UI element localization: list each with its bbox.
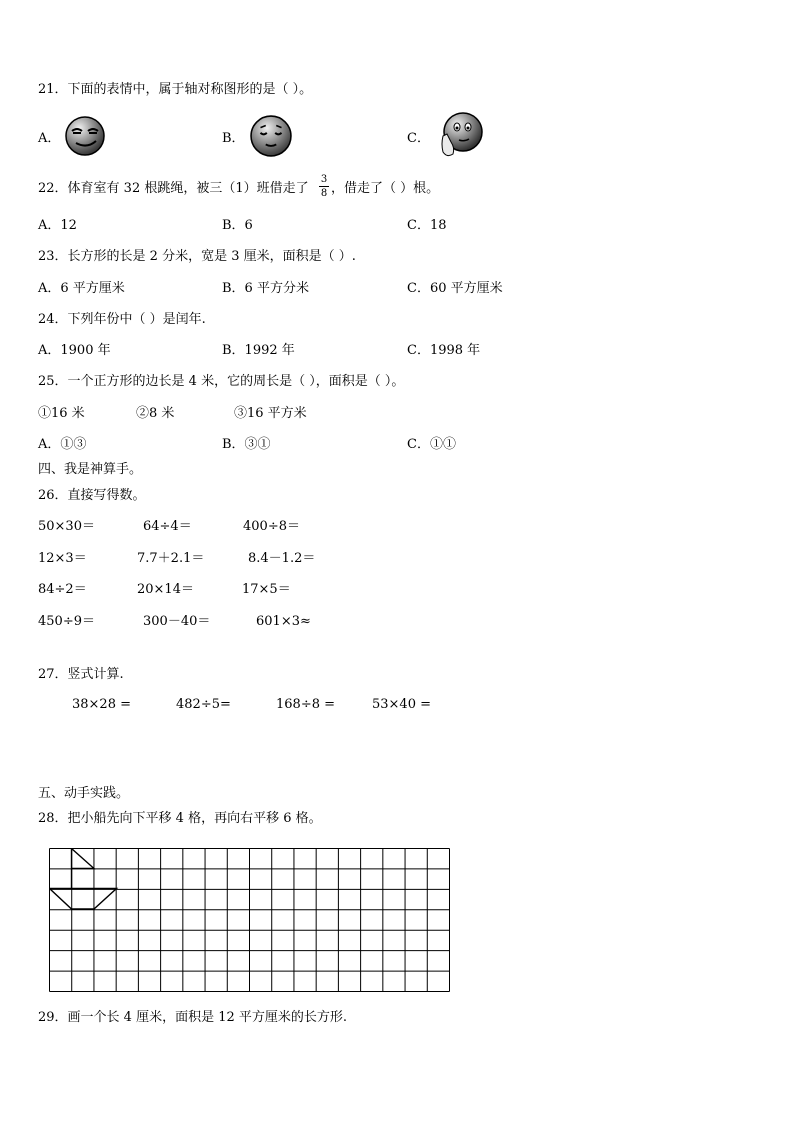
boat-hull [50, 889, 117, 910]
q24-option-c: C．1998 年 [407, 343, 481, 358]
q22-option-c: C．18 [407, 218, 447, 233]
calm-face-icon [250, 115, 292, 157]
q26-r1-c2: 64÷4＝ [143, 519, 192, 534]
q27-item-1: 38×28 = [72, 697, 132, 712]
q24-option-b: B．1992 年 [222, 343, 295, 358]
q26-r4-c1: 450÷9＝ [38, 614, 95, 629]
q26-r1-c3: 400÷8＝ [243, 519, 300, 534]
fraction-denominator: 8 [320, 188, 328, 199]
q21-stem: 21．下面的表情中，属于轴对称图形的是（ ）。 [38, 82, 313, 97]
q29-stem: 29．画一个长 4 厘米，面积是 12 平方厘米的长方形. [38, 1010, 348, 1025]
q26-r3-c2: 20×14＝ [137, 582, 194, 597]
section-4-heading: 四、我是神算手。 [38, 462, 143, 477]
boat-grid [49, 848, 450, 992]
q27-stem: 27．竖式计算. [38, 667, 124, 682]
q22-stem-start: 22．体育室有 32 根跳绳，被三（1）班借走了 [38, 181, 309, 196]
q26-r3-c3: 17×5＝ [242, 582, 291, 597]
q21-option-a-label: A． [38, 131, 61, 146]
q25-option-a: A．①③ [38, 437, 87, 452]
fraction-numerator: 3 [320, 174, 328, 185]
q21-option-b-label: B． [222, 131, 245, 146]
q21-option-c-label: C． [407, 131, 430, 146]
q25-item-1: ①16 米 [38, 406, 85, 421]
q23-option-b: B．6 平方分米 [222, 281, 309, 296]
q22-option-a: A．12 [38, 218, 77, 233]
boat-figure [50, 849, 117, 910]
section-5-heading: 五、动手实践。 [38, 786, 130, 801]
q22-option-b: B．6 [222, 218, 253, 233]
q26-r4-c2: 300－40＝ [143, 614, 211, 629]
q27-item-4: 53×40 = [372, 697, 432, 712]
q22-stem-end: ，借走了（ ）根。 [331, 181, 440, 196]
q23-option-c: C．60 平方厘米 [407, 281, 503, 296]
thinking-face-icon [437, 112, 485, 160]
q25-option-b: B．③① [222, 437, 271, 452]
q26-r3-c1: 84÷2＝ [38, 582, 87, 597]
fraction-three-eighths [319, 174, 329, 199]
q26-r1-c1: 50×30＝ [38, 519, 95, 534]
q26-stem: 26．直接写得数。 [38, 488, 146, 503]
q28-stem: 28．把小船先向下平移 4 格，再向右平移 6 格。 [38, 811, 322, 826]
q26-r4-c3: 601×3≈ [256, 614, 311, 629]
q25-option-c: C．①① [407, 437, 456, 452]
q27-item-2: 482÷5= [176, 697, 231, 712]
q26-r2-c1: 12×3＝ [38, 551, 87, 566]
q27-item-3: 168÷8 = [276, 697, 336, 712]
q25-item-2: ②8 米 [136, 406, 175, 421]
q23-option-a: A．6 平方厘米 [38, 281, 125, 296]
q24-option-a: A．1900 年 [38, 343, 111, 358]
q26-r2-c2: 7.7＋2.1＝ [137, 551, 205, 566]
q25-stem: 25．一个正方形的边长是 4 米，它的周长是（ ），面积是（ ）。 [38, 374, 405, 389]
boat-sail [72, 849, 95, 869]
smirk-face-icon [65, 116, 105, 156]
q25-item-3: ③16 平方米 [234, 406, 307, 421]
q26-r2-c3: 8.4－1.2＝ [248, 551, 316, 566]
grid-lines [50, 849, 450, 992]
q23-stem: 23．长方形的长是 2 分米，宽是 3 厘米，面积是（ ）. [38, 249, 356, 264]
q24-stem: 24．下列年份中（ ）是闰年. [38, 312, 206, 327]
